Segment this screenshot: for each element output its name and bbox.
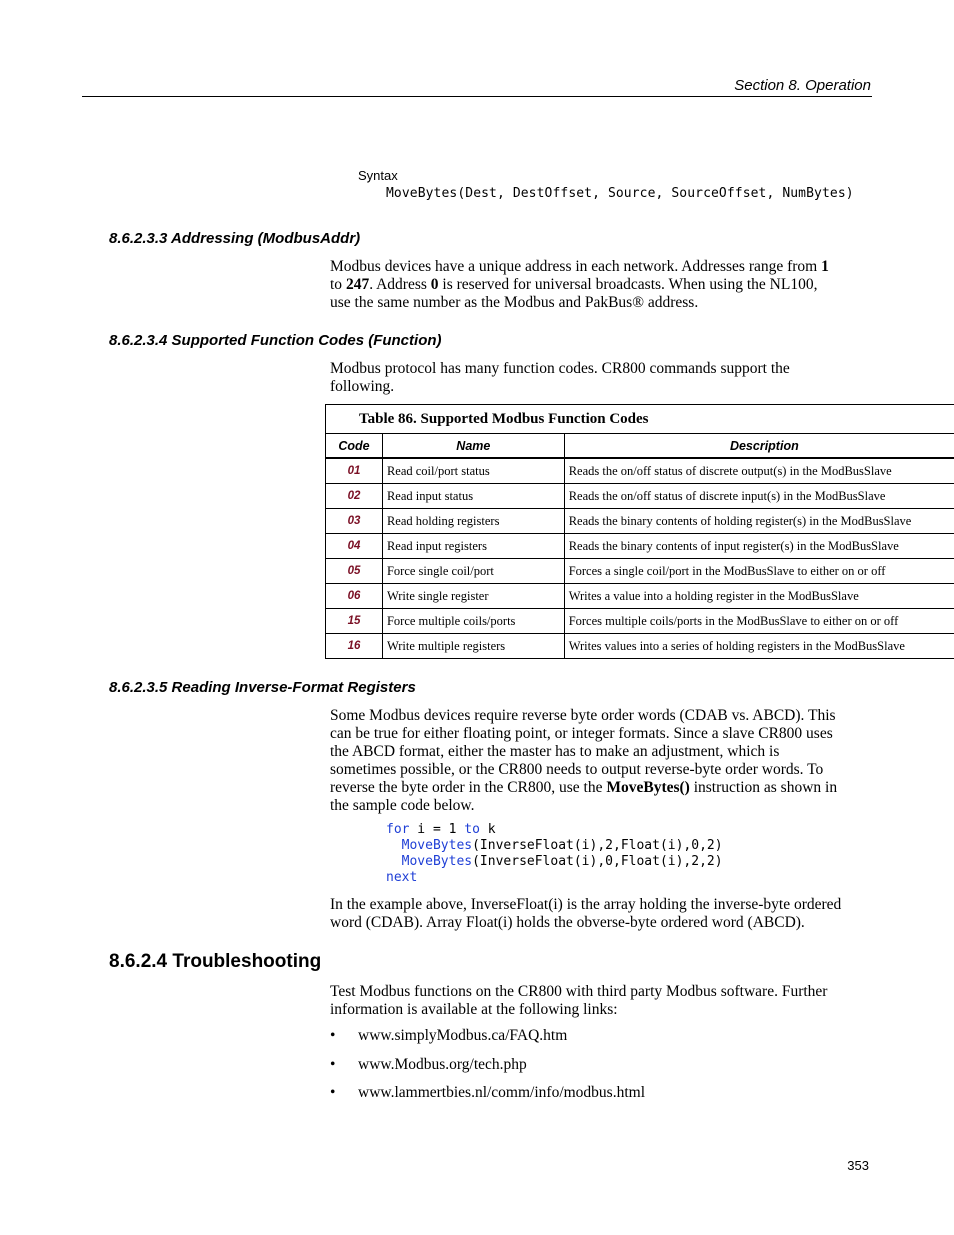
link-lammertbies[interactable]: www.lammertbies.nl/comm/info/modbus.html <box>358 1084 646 1101</box>
function-codes-paragraph: Modbus protocol has many function codes. CR800 commands support the following. <box>330 360 790 395</box>
function-code-cell: 04 <box>326 534 383 559</box>
function-codes-table <box>325 404 954 659</box>
function-code-cell: 02 <box>326 484 383 509</box>
function-description-cell: Reads the on/off status of discrete input(s) in the ModBusSlave <box>564 484 954 509</box>
function-code-cell: 01 <box>326 458 383 484</box>
inverse-explanation: In the example above, InverseFloat(i) is the array holding the inverse-byte ordered word (CDAB). Array Float(i) holds the obverse-byte ordered word (ABCD). <box>330 896 842 931</box>
list-item <box>330 1056 645 1085</box>
column-header-description: Description <box>564 434 954 459</box>
function-name-cell: Force multiple coils/ports <box>382 609 564 634</box>
column-header-code: Code <box>326 434 383 459</box>
addressing-heading: 8.6.2.3.3 Addressing (ModbusAddr) <box>109 230 361 247</box>
table-row <box>326 458 954 484</box>
function-code-cell: 05 <box>326 559 383 584</box>
function-name-cell: Read coil/port status <box>382 458 564 484</box>
bullet-icon: • <box>330 1027 336 1044</box>
link-modbus-org[interactable]: www.Modbus.org/tech.php <box>358 1055 527 1073</box>
function-name-cell: Read input registers <box>382 534 564 559</box>
table-row <box>326 559 954 584</box>
table-caption: Table 86. Supported Modbus Function Codes <box>326 405 954 434</box>
function-description-cell: Writes values into a series of holding registers in the ModBusSlave <box>564 634 954 659</box>
inverse-format-paragraph: Some Modbus devices require reverse byte order words (CDAB vs. ABCD). This can be true for either floating point, or integer formats. Since a slave CR800 uses the ABCD format, either the master has to make an adjustment, which is sometimes possible, or the CR800 needs to output reverse-byte order words. To reverse the byte order in the CR800, use the MoveBytes() instruction as shown in the sample code below. <box>330 707 838 814</box>
table-row <box>326 584 954 609</box>
header-rule <box>82 96 872 97</box>
troubleshooting-link-list <box>330 1027 645 1113</box>
bullet-icon: • <box>330 1084 336 1101</box>
troubleshooting-heading: 8.6.2.4 Troubleshooting <box>109 951 322 972</box>
addressing-paragraph: Modbus devices have a unique address in each network. Addresses range from 1 to 247. Address 0 is reserved for universal broadcasts. When using the NL100, use the same number as the Modbus and PakBus® address. <box>330 258 829 311</box>
troubleshooting-paragraph: Test Modbus functions on the CR800 with third party Modbus software. Further information is available at the following links: <box>330 983 828 1018</box>
function-code-cell: 06 <box>326 584 383 609</box>
function-description-cell: Reads the binary contents of holding register(s) in the ModBusSlave <box>564 509 954 534</box>
table-row <box>326 484 954 509</box>
link-simplymodbus[interactable]: www.simplyModbus.ca/FAQ.htm <box>358 1027 568 1044</box>
function-code-cell: 15 <box>326 609 383 634</box>
inverse-format-heading: 8.6.2.3.5 Reading Inverse-Format Registers <box>109 679 416 696</box>
table-row <box>326 534 954 559</box>
function-description-cell: Forces multiple coils/ports in the ModBusSlave to either on or off <box>564 609 954 634</box>
function-description-cell: Forces a single coil/port in the ModBusSlave to either on or off <box>564 559 954 584</box>
function-description-cell: Writes a value into a holding register in the ModBusSlave <box>564 584 954 609</box>
sample-code-block: for i = 1 to k MoveBytes(InverseFloat(i),2,Float(i),0,2) MoveBytes(InverseFloat(i),0,Float(i),2,2) next <box>386 822 723 885</box>
page-number: 353 <box>847 1158 869 1173</box>
function-name-cell: Write single register <box>382 584 564 609</box>
syntax-code: MoveBytes(Dest, DestOffset, Source, SourceOffset, NumBytes) <box>386 186 854 201</box>
list-item <box>330 1027 645 1056</box>
function-name-cell: Read input status <box>382 484 564 509</box>
table-row <box>326 609 954 634</box>
function-description-cell: Reads the on/off status of discrete output(s) in the ModBusSlave <box>564 458 954 484</box>
syntax-label: Syntax <box>358 168 398 183</box>
function-name-cell: Write multiple registers <box>382 634 564 659</box>
function-code-cell: 16 <box>326 634 383 659</box>
column-header-name: Name <box>382 434 564 459</box>
function-codes-heading: 8.6.2.3.4 Supported Function Codes (Function) <box>109 332 442 349</box>
running-header: Section 8. Operation <box>734 77 871 94</box>
function-code-cell: 03 <box>326 509 383 534</box>
bullet-icon: • <box>330 1055 336 1073</box>
table-row <box>326 509 954 534</box>
list-item <box>330 1084 645 1113</box>
function-name-cell: Read holding registers <box>382 509 564 534</box>
function-description-cell: Reads the binary contents of input register(s) in the ModBusSlave <box>564 534 954 559</box>
table-row <box>326 634 954 659</box>
function-name-cell: Force single coil/port <box>382 559 564 584</box>
